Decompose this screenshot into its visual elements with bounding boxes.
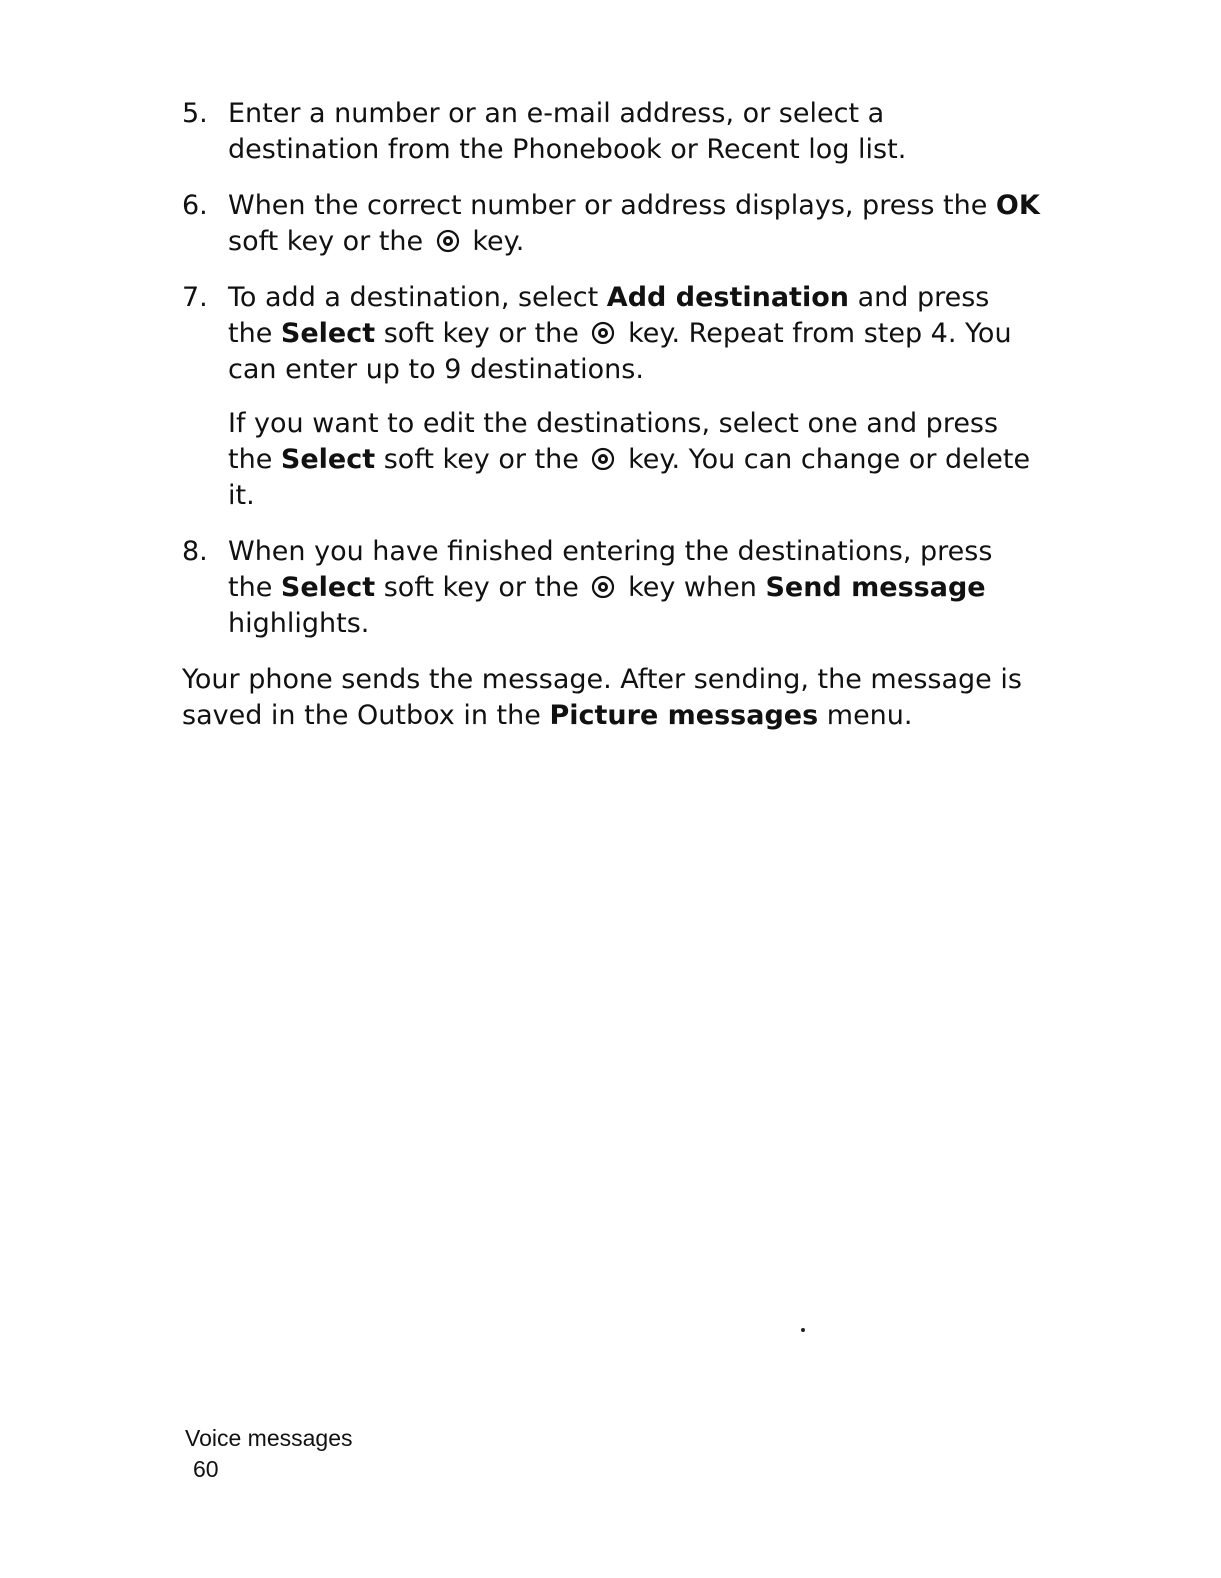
ok-center-key-icon (591, 447, 615, 471)
step-text-segment: highlights. (228, 608, 370, 639)
page-number: 60 (193, 1456, 219, 1482)
select-soft-key-label: Select (280, 444, 376, 475)
note-text-segment: soft key or the (375, 444, 579, 475)
step-text-segment: and press the (228, 282, 990, 349)
ok-center-key-icon (591, 575, 615, 599)
step-text-segment: Enter a number or an e-mail address, or select a destination from the Phonebook or Recent log list. (228, 98, 907, 165)
step-text (228, 188, 1042, 260)
step-text (228, 534, 1042, 642)
closing-text-segment: menu. (818, 700, 913, 731)
step-7-note (228, 406, 1042, 514)
scan-speck (801, 1328, 805, 1332)
step-text-segment: When the correct number or address displays, press the (228, 190, 996, 221)
closing-text-segment: Your phone sends the message. After sending, the message is saved in the Outbox in the (182, 664, 1022, 731)
closing-paragraph (182, 662, 1042, 734)
step-text-segment: key. Repeat from step 4. You can enter up to 9 destinations. (228, 318, 1012, 385)
ok-center-key-icon (591, 321, 615, 345)
step-number: 7. (182, 282, 208, 313)
instructions-body (182, 96, 1042, 734)
step-text-segment: soft key or the (228, 226, 424, 257)
step-text (228, 280, 1042, 388)
step-7 (182, 280, 1042, 514)
select-soft-key-label: Select (280, 318, 376, 349)
step-text-segment: key when (628, 572, 766, 603)
step-text-segment: When you have finished entering the destinations, press the (228, 536, 993, 603)
step-text-segment: soft key or the (375, 572, 579, 603)
step-6 (182, 188, 1042, 260)
ok-center-key-icon (436, 229, 460, 253)
step-number: 5. (182, 98, 208, 129)
ok-soft-key-label: OK (995, 190, 1040, 221)
add-destination-label: Add destination (606, 282, 849, 313)
step-text-segment: soft key or the (375, 318, 579, 349)
step-text-segment: key. (472, 226, 525, 257)
select-soft-key-label: Select (280, 572, 376, 603)
footer-section-title: Voice messages (185, 1425, 353, 1451)
picture-messages-label: Picture messages (549, 700, 819, 731)
step-text (228, 96, 1042, 168)
step-5 (182, 96, 1042, 168)
note-text-segment: If you want to edit the destinations, select one and press the (228, 408, 999, 475)
send-message-label: Send message (765, 572, 986, 603)
note-text-segment: key. You can change or delete it. (228, 444, 1031, 511)
step-8 (182, 534, 1042, 642)
step-number: 8. (182, 536, 208, 567)
step-number: 6. (182, 190, 208, 221)
step-text-segment: To add a destination, select (228, 282, 607, 313)
